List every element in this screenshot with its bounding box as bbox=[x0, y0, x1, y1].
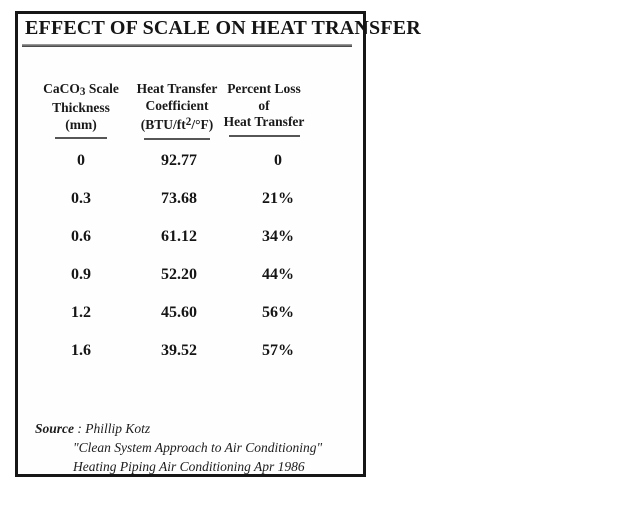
header-line: Heat Transfer bbox=[223, 114, 305, 129]
header-line: Percent Loss bbox=[227, 81, 301, 96]
header-underline-percent-loss bbox=[229, 135, 300, 137]
table-row bbox=[18, 265, 363, 303]
cell-thickness: 0.3 bbox=[71, 190, 91, 207]
header-line: Coefficient bbox=[145, 97, 209, 113]
cell-thickness: 0 bbox=[77, 152, 85, 169]
source-author: : Phillip Kotz bbox=[74, 421, 151, 436]
header-underline-thickness bbox=[55, 137, 107, 139]
document-title: EFFECT OF SCALE ON HEAT TRANSFER bbox=[25, 17, 421, 39]
table-row bbox=[18, 303, 363, 341]
cell-percent-loss: 34% bbox=[262, 228, 294, 245]
source-publication-line: Heating Piping Air Conditioning Apr 1986 bbox=[73, 459, 305, 474]
table-row bbox=[18, 189, 363, 227]
header-line: (mm) bbox=[65, 116, 97, 132]
table-row bbox=[18, 341, 363, 379]
cell-coefficient: 45.60 bbox=[161, 304, 197, 321]
header-underline-coefficient bbox=[144, 138, 210, 140]
cell-percent-loss: 57% bbox=[262, 342, 294, 359]
cell-percent-loss: 21% bbox=[262, 190, 294, 207]
source-block bbox=[35, 419, 322, 476]
cell-coefficient: 92.77 bbox=[161, 152, 197, 169]
cell-thickness: 0.6 bbox=[71, 228, 91, 245]
header-line: Thickness bbox=[52, 100, 110, 116]
title-underline bbox=[22, 44, 352, 47]
cell-thickness: 0.9 bbox=[71, 266, 91, 283]
source-label: Source bbox=[35, 421, 75, 436]
table-header bbox=[18, 81, 363, 139]
cell-thickness: 1.2 bbox=[71, 304, 91, 321]
cell-coefficient: 52.20 bbox=[161, 266, 197, 283]
header-line: Heat Transfer bbox=[136, 81, 218, 96]
cell-thickness: 1.6 bbox=[71, 342, 91, 359]
table-row bbox=[18, 151, 363, 189]
cell-percent-loss: 44% bbox=[262, 266, 294, 283]
source-attribution bbox=[35, 419, 322, 438]
header-line: of bbox=[258, 97, 270, 113]
document-frame bbox=[15, 11, 421, 477]
cell-coefficient: 61.12 bbox=[161, 228, 197, 245]
cell-coefficient: 39.52 bbox=[161, 342, 197, 359]
source-title-line: "Clean System Approach to Air Conditioning" bbox=[73, 440, 323, 455]
table-body bbox=[18, 151, 363, 379]
cell-coefficient: 73.68 bbox=[161, 190, 197, 207]
header-line-formula: CaCO$_3$ Scale bbox=[43, 81, 119, 98]
cell-percent-loss: 0 bbox=[274, 152, 282, 169]
header-line-units: $(BTU/ft^2/^\circ F)$ bbox=[140, 116, 214, 133]
table-row bbox=[18, 227, 363, 265]
cell-percent-loss: 56% bbox=[262, 304, 294, 321]
column-header-percent-loss bbox=[202, 81, 326, 137]
